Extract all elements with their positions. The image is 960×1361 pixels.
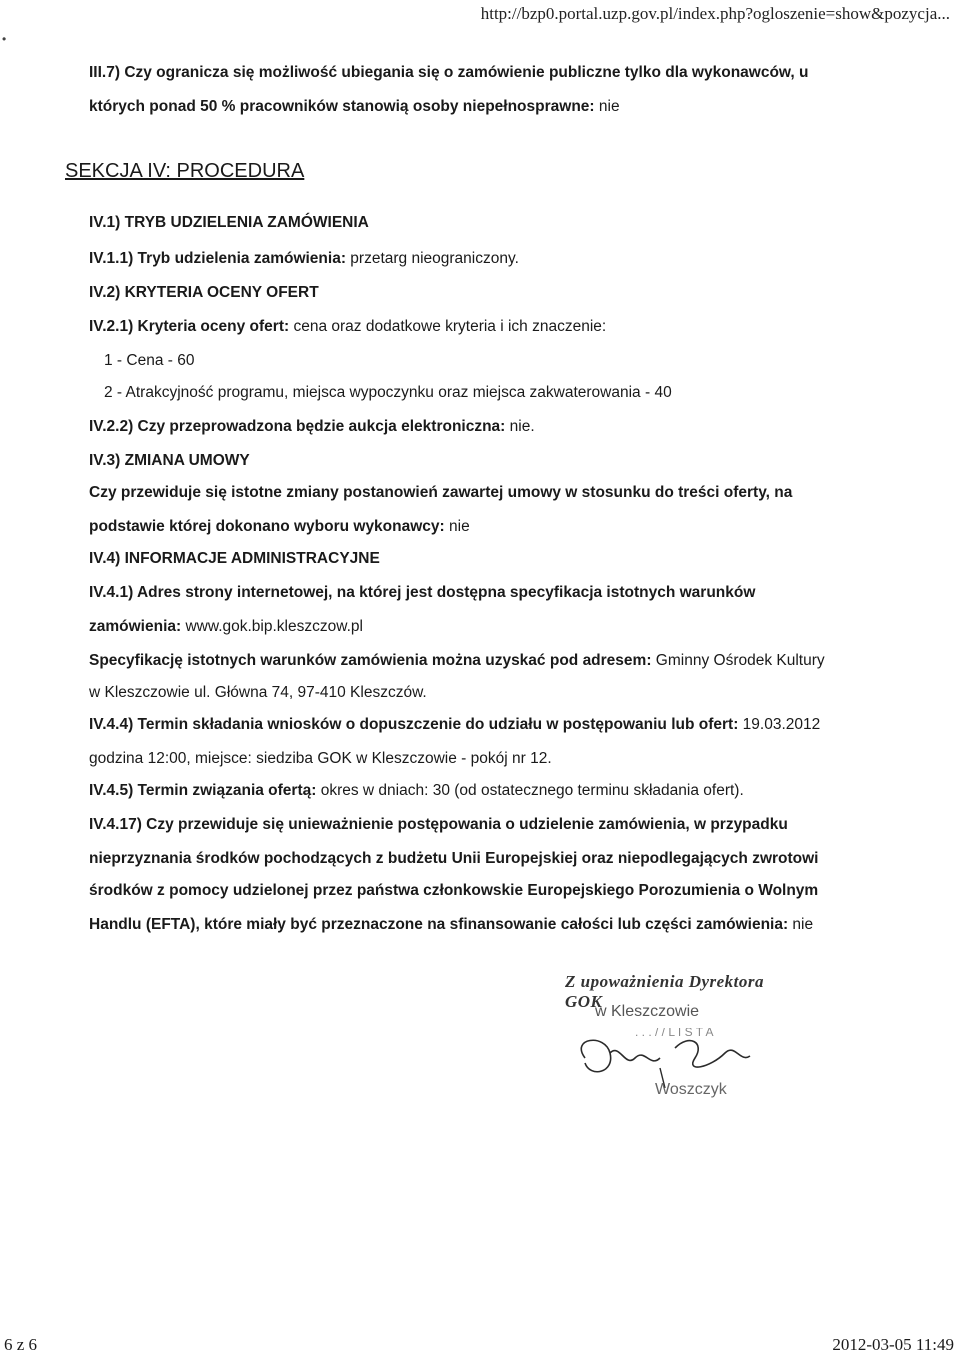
iv417-line1: IV.4.17) Czy przewiduje się unieważnienie postępowania o udzielenie zamówienia, w przypadku bbox=[89, 816, 788, 833]
section-iii7-line2: których ponad 50 % pracowników stanowią osoby niepełnosprawne: nie bbox=[89, 98, 620, 115]
iv45-line: IV.4.5) Termin związania ofertą: okres w dniach: 30 (od ostatecznego terminu składania ofert). bbox=[89, 782, 744, 799]
contract-change-line2: podstawie której dokonano wyboru wykonawcy: nie bbox=[89, 518, 470, 535]
spec-line1: Specyfikację istotnych warunków zamówienia można uzyskać pod adresem: Gminny Ośrodek Kultury bbox=[89, 652, 825, 669]
contract-change-line1: Czy przewiduje się istotne zmiany postanowień zawartej umowy w stosunku do treści oferty, na bbox=[89, 484, 793, 501]
iv44-line1: IV.4.4) Termin składania wniosków o dopuszczenie do udziału w postępowaniu lub ofert: 19.03.2012 bbox=[89, 716, 821, 733]
iv11-line: IV.1.1) Tryb udzielenia zamówienia: przetarg nieograniczony. bbox=[89, 250, 519, 267]
signature-name: Woszczyk bbox=[655, 1081, 727, 1098]
spec-line2: w Kleszczowie ul. Główna 74, 97-410 Kleszczów. bbox=[89, 684, 427, 701]
iv417-line2: nieprzyznania środków pochodzących z budżetu Unii Europejskiej oraz niepodlegających zwrotowi bbox=[89, 850, 819, 867]
page-url: http://bzp0.portal.uzp.gov.pl/index.php?ogloszenie=show&pozycja... bbox=[480, 4, 950, 23]
iv2-heading: IV.2) KRYTERIA OCENY OFERT bbox=[89, 284, 319, 301]
iv3-heading: IV.3) ZMIANA UMOWY bbox=[89, 452, 250, 469]
page-number: 6 z 6 bbox=[4, 1335, 38, 1354]
iv21-line: IV.2.1) Kryteria oceny ofert: cena oraz dodatkowe kryteria i ich znaczenie: bbox=[89, 318, 607, 335]
iv417-line3: środków z pomocy udzielonej przez państwa członkowskie Europejskiego Porozumienia o Wolnym bbox=[89, 882, 819, 899]
iv41-line2: zamówienia: www.gok.bip.kleszczow.pl bbox=[89, 618, 363, 635]
print-datetime: 2012-03-05 11:49 bbox=[832, 1335, 954, 1354]
svg-text:. . . / / L I S T A: . . . / / L I S T A bbox=[635, 1028, 714, 1039]
iv22-line: IV.2.2) Czy przeprowadzona będzie aukcja elektroniczna: nie. bbox=[89, 418, 535, 435]
signature-place: w Kleszczowie bbox=[595, 1003, 700, 1020]
criterion-2: 2 - Atrakcyjność programu, miejsca wypoczynku oraz miejsca zakwaterowania - 40 bbox=[104, 384, 672, 401]
scan-mark: • bbox=[2, 32, 7, 46]
iv44-line2: godzina 12:00, miejsce: siedziba GOK w Kleszczowie - pokój nr 12. bbox=[89, 750, 552, 767]
criterion-1: 1 - Cena - 60 bbox=[104, 352, 195, 369]
section-iii7-line1: III.7) Czy ogranicza się możliwość ubiegania się o zamówienie publiczne tylko dla wykonawców, u bbox=[89, 64, 809, 81]
section-iv-heading: SEKCJA IV: PROCEDURA bbox=[65, 160, 305, 182]
iv417-line4: Handlu (EFTA), które miały być przeznaczone na sfinansowanie całości lub części zamówienia: nie bbox=[89, 916, 814, 933]
handwritten-signature-icon bbox=[565, 1028, 765, 1088]
iv41-line1: IV.4.1) Adres strony internetowej, na której jest dostępna specyfikacja istotnych warunków bbox=[89, 584, 756, 601]
iv4-heading: IV.4) INFORMACJE ADMINISTRACYJNE bbox=[89, 550, 380, 567]
iv1-heading: IV.1) TRYB UDZIELENIA ZAMÓWIENIA bbox=[89, 214, 369, 231]
signature-title: Z upoważnienia Dyrektora GOK bbox=[565, 972, 765, 1011]
signature-block bbox=[565, 968, 775, 1108]
